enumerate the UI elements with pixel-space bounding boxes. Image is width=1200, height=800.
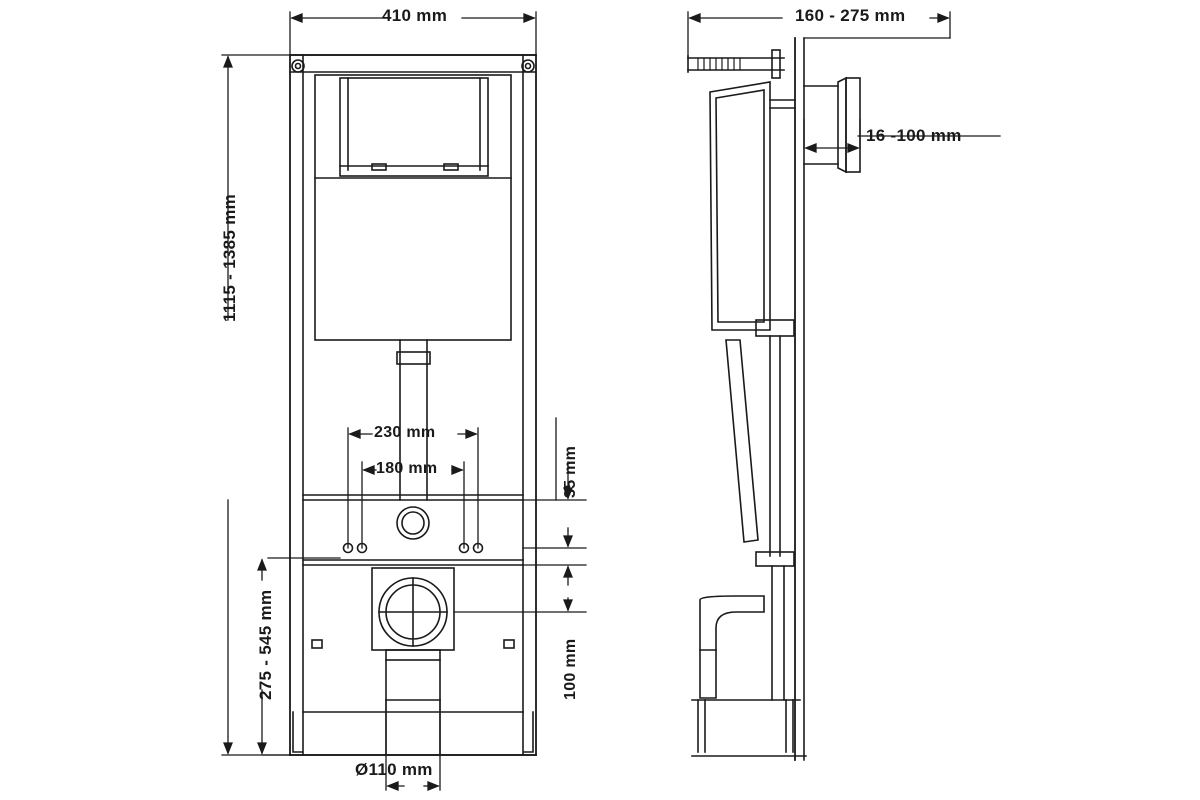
dimension-label-height-bowl: 275 - 545 mm: [256, 589, 275, 700]
dimension-label-outlet-100: 100 mm: [562, 638, 579, 700]
dimension-label-offset-35: 35 mm: [562, 445, 579, 498]
side-view-geometry: [688, 38, 860, 760]
dimension-label-wall-offset: 16 -100 mm: [866, 126, 962, 145]
dimension-label-bolt-spacing-180: 180 mm: [376, 460, 438, 477]
dimension-label-height-total: 1115 - 1385 mm: [220, 193, 239, 322]
dimension-label-bolt-spacing-230: 230 mm: [374, 424, 436, 441]
front-view-geometry: [290, 55, 536, 755]
dimension-label-width-top: 410 mm: [382, 6, 448, 25]
dimension-label-pipe-diameter: Ø110 mm: [355, 760, 433, 779]
dimension-label-depth-range: 160 - 275 mm: [795, 6, 906, 25]
